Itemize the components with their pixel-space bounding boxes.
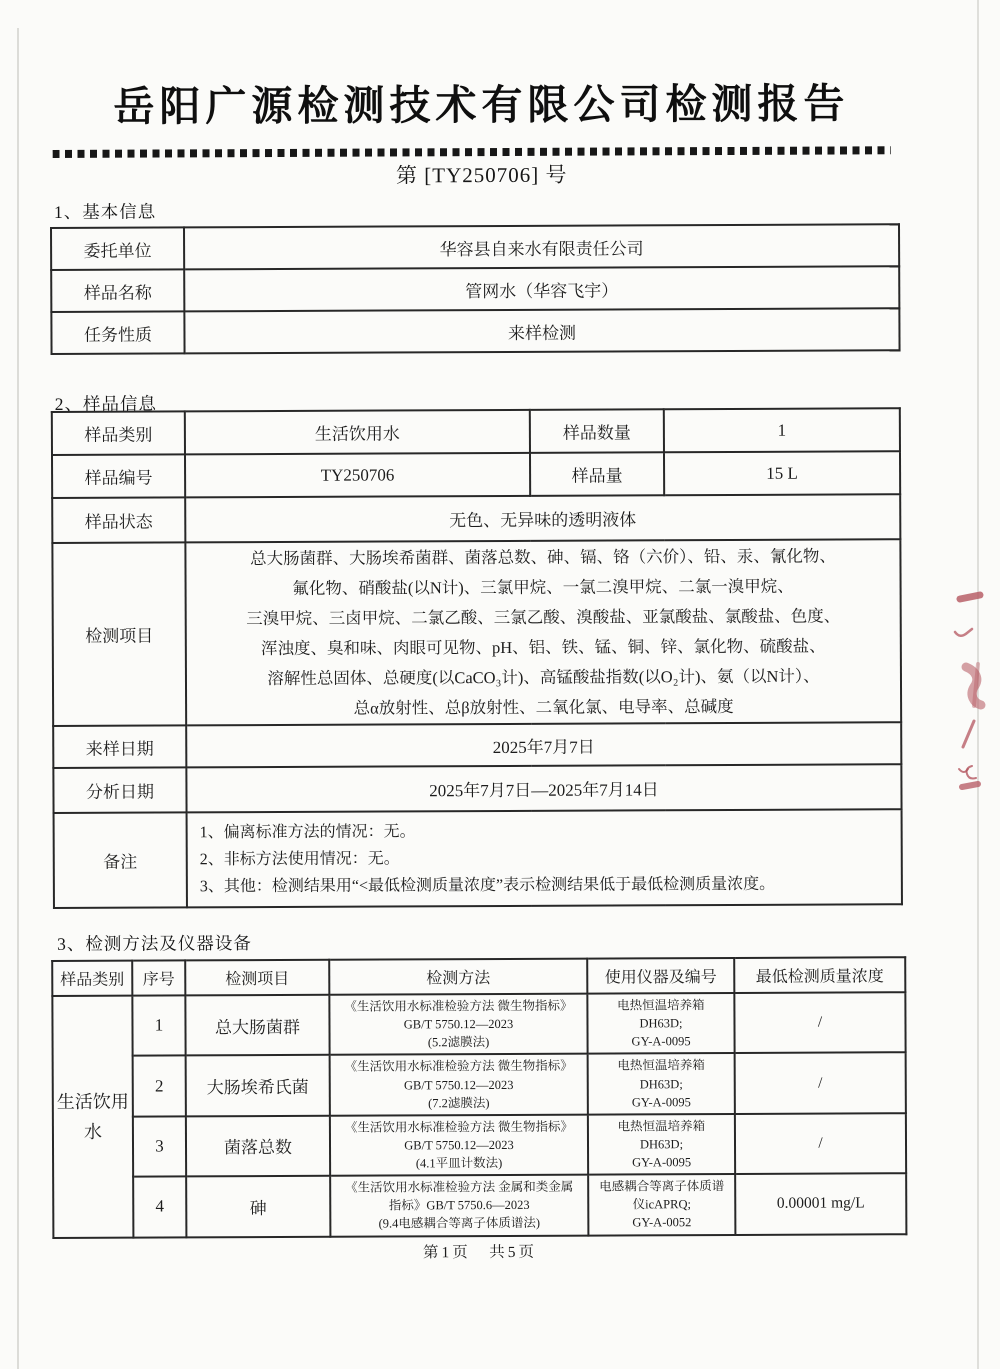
remark-cell: 1、偏离标准方法的情况：无。 2、非标方法使用情况：无。 3、其他：检测结果用“<最低检测质量浓度”表示检测结果低于最低检测质量浓度。 bbox=[187, 809, 902, 907]
instrument-cell: 电热恒温培养箱 DH63D; GY-A-0095 bbox=[587, 993, 734, 1054]
label-cell: 委托单位 bbox=[51, 227, 184, 270]
header-cell: 最低检测质量浓度 bbox=[734, 957, 905, 993]
table-row bbox=[51, 266, 899, 312]
seq-cell: 3 bbox=[133, 1116, 186, 1177]
value-cell: TY250706 bbox=[185, 453, 530, 498]
label-cell: 任务性质 bbox=[51, 311, 184, 354]
header-cell: 使用仪器及编号 bbox=[587, 958, 734, 994]
value-cell: 1 bbox=[664, 408, 900, 452]
label-cell: 样品名称 bbox=[51, 269, 184, 312]
lod-cell: / bbox=[735, 1053, 906, 1114]
label-cell: 来样日期 bbox=[53, 725, 186, 768]
lod-cell: / bbox=[734, 992, 905, 1053]
test-items-cell: 总大肠菌群、大肠埃希菌群、菌落总数、砷、镉、铬（六价）、铅、汞、氰化物、 氟化物、硝酸盐(以N计)、三氯甲烷、一氯二溴甲烷、二氯一溴甲烷、 三溴甲烷、三卤甲烷、二氯乙酸、三氯乙酸、溴酸盐、亚氯酸盐、氯酸盐、色度、 浑浊度、臭和味、肉眼可见物、pH、铝、铁、锰、铜、锌、氯化物、硫酸盐、 溶解性总固体、总硬度(以CaCO₃计)、高锰酸盐指数(以O₂计)、氨（以N计）、 总α放射性、总β放射性、二氧化氯、电导率、总碱度 bbox=[185, 539, 901, 725]
item-cell: 菌落总数 bbox=[186, 1115, 330, 1176]
page-number-footer: 第1页 共5页 bbox=[422, 1243, 538, 1262]
value-cell: 2025年7月7日 bbox=[186, 722, 901, 767]
page-title: 岳阳广源检测技术有限公司检测报告 bbox=[113, 80, 850, 130]
value-cell: 来样检测 bbox=[184, 308, 899, 353]
section-heading-basic-info: 1、基本信息 bbox=[53, 201, 157, 222]
methods-table bbox=[51, 956, 907, 1238]
instrument-cell: 电热恒温培养箱 DH63D; GY-A-0095 bbox=[588, 1114, 735, 1175]
method-cell: 《生活饮用水标准检验方法 金属和类金属 指标》GB/T 5750.6—2023 (9.4电感耦合等离子体质谱法) bbox=[330, 1175, 588, 1237]
section-heading-methods: 3、检测方法及仪器设备 bbox=[57, 933, 252, 954]
table-row bbox=[52, 494, 900, 543]
lod-cell: / bbox=[735, 1113, 906, 1174]
dotted-rule bbox=[53, 146, 891, 158]
table-row bbox=[54, 809, 902, 908]
label-cell: 样品类别 bbox=[52, 411, 185, 455]
value-cell: 无色、无异味的透明液体 bbox=[185, 494, 900, 542]
table-row bbox=[53, 764, 901, 813]
item-cell: 大肠埃希氏菌 bbox=[186, 1055, 330, 1116]
header-cell: 序号 bbox=[132, 960, 185, 995]
value-cell: 管网水（华容飞宇） bbox=[184, 266, 899, 311]
label-cell: 样品编号 bbox=[52, 454, 185, 498]
lod-cell: 0.00001 mg/L bbox=[735, 1173, 906, 1234]
table-row bbox=[53, 1053, 906, 1117]
sample-category-cell: 生活饮用水 bbox=[52, 996, 133, 1238]
seq-cell: 4 bbox=[133, 1176, 186, 1237]
seq-cell: 2 bbox=[133, 1056, 186, 1117]
table-row bbox=[51, 224, 899, 270]
label-cell: 备注 bbox=[54, 812, 187, 908]
method-cell: 《生活饮用水标准检验方法 微生物指标》 GB/T 5750.12—2023 (7.2滤膜法) bbox=[330, 1054, 588, 1116]
label-cell: 分析日期 bbox=[53, 767, 186, 813]
table-row bbox=[52, 451, 900, 498]
table-row bbox=[51, 308, 899, 354]
seq-cell: 1 bbox=[132, 995, 185, 1056]
method-cell: 《生活饮用水标准检验方法 微生物指标》 GB/T 5750.12—2023 (4.1平皿计数法) bbox=[330, 1114, 588, 1176]
value-cell: 15 L bbox=[664, 451, 900, 495]
item-cell: 砷 bbox=[186, 1176, 330, 1237]
instrument-cell: 电热恒温培养箱 DH63D; GY-A-0095 bbox=[588, 1053, 735, 1114]
method-cell: 《生活饮用水标准检验方法 微生物指标》 GB/T 5750.12—2023 (5.2滤膜法) bbox=[329, 994, 587, 1056]
value-cell: 2025年7月7日—2025年7月14日 bbox=[186, 764, 901, 812]
label-cell: 检测项目 bbox=[52, 542, 186, 726]
label-cell: 样品量 bbox=[530, 452, 664, 496]
basic-info-table bbox=[50, 223, 901, 355]
header-cell: 检测方法 bbox=[329, 959, 587, 995]
table-row bbox=[53, 1173, 906, 1237]
sample-info-table bbox=[51, 407, 903, 909]
report-number: 第 [TY250706] 号 bbox=[395, 162, 568, 188]
table-row bbox=[53, 1113, 906, 1177]
label-cell: 样品数量 bbox=[530, 409, 664, 453]
header-cell: 检测项目 bbox=[185, 960, 329, 996]
instrument-cell: 电感耦合等离子体质谱 仪icAPRQ; GY-A-0052 bbox=[588, 1174, 735, 1235]
table-row bbox=[52, 992, 905, 1056]
table-row bbox=[53, 722, 901, 768]
item-cell: 总大肠菌群 bbox=[185, 995, 329, 1056]
value-cell: 华容县自来水有限责任公司 bbox=[184, 224, 899, 269]
section-heading-sample-info: 2、样品信息 bbox=[54, 393, 158, 414]
table-header-row bbox=[52, 957, 905, 996]
label-cell: 样品状态 bbox=[52, 497, 185, 543]
table-row bbox=[52, 408, 900, 455]
header-cell: 样品类别 bbox=[52, 961, 132, 996]
table-row bbox=[52, 539, 901, 726]
value-cell: 生活饮用水 bbox=[185, 410, 530, 455]
